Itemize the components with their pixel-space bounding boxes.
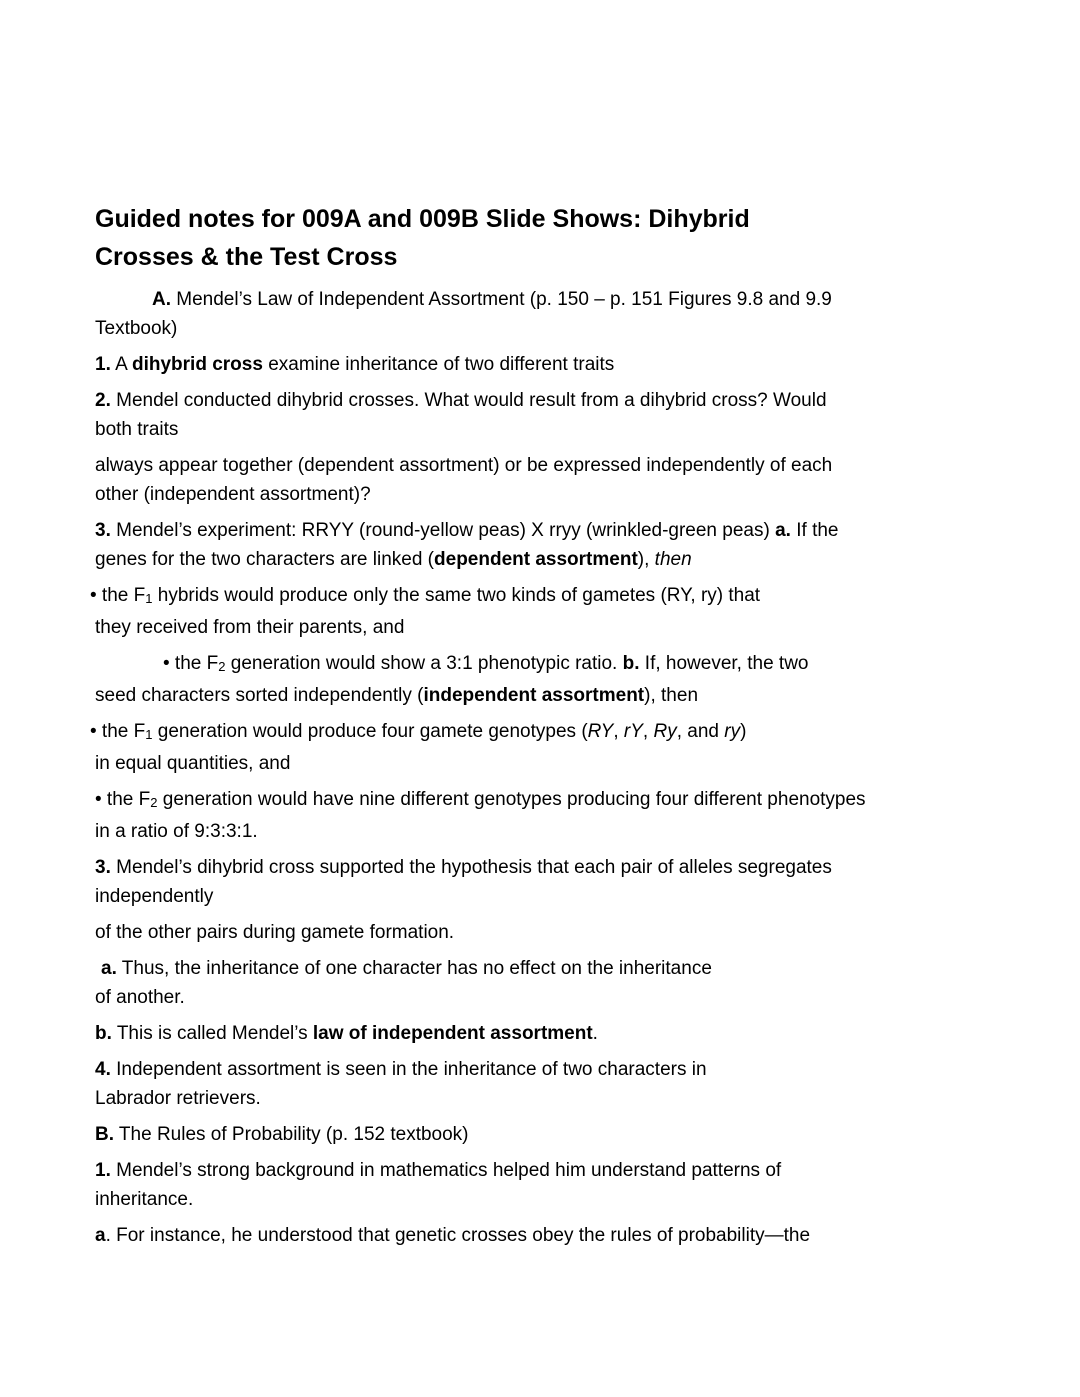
text-run: independently — [95, 886, 214, 907]
text-run: ) — [740, 721, 747, 742]
text-run: b. — [622, 653, 640, 674]
text-run: 3. — [95, 857, 111, 878]
text-run: in equal quantities, and — [95, 753, 291, 774]
subscript-text: 2 — [150, 795, 158, 810]
bullet-f1-genotypes — [90, 717, 1040, 778]
item-a2-continued — [95, 451, 1040, 509]
text-run: hybrids would produce only the same two kinds of gametes (RY, ry) that — [152, 585, 761, 606]
text-run: ry — [724, 721, 741, 742]
text-run: a. — [775, 520, 791, 541]
text-run: 2. — [95, 390, 111, 411]
text-run: dependent assortment — [434, 549, 638, 570]
item-a3b-b — [95, 1019, 1040, 1048]
text-run: examine inheritance of two different traits — [262, 354, 615, 375]
text-run: RY — [587, 721, 614, 742]
text-run: ), then — [644, 685, 699, 706]
text-run: 1. — [95, 354, 111, 375]
text-run: Mendel’s strong background in mathematics helped him understand patterns of — [110, 1160, 782, 1181]
text-run: both traits — [95, 419, 179, 440]
text-run: generation would produce four gamete genotypes ( — [152, 721, 588, 742]
text-run: seed characters sorted independently ( — [95, 685, 424, 706]
item-b1 — [95, 1156, 1040, 1214]
text-run: This is called Mendel’s — [111, 1023, 313, 1044]
text-run: generation would have nine different genotypes producing four different phenotypes — [157, 789, 866, 810]
text-run: Labrador retrievers. — [95, 1088, 261, 1109]
text-run: A — [110, 354, 132, 375]
text-run: generation would show a 3:1 phenotypic ratio. — [225, 653, 623, 674]
item-a2 — [95, 386, 1040, 444]
text-run: Crosses & the Test Cross — [95, 243, 398, 271]
subscript-text: 1 — [145, 727, 153, 742]
text-run: Thus, the inheritance of one character has no effect on the inheritance — [116, 958, 712, 979]
text-run: • the F — [163, 653, 219, 674]
text-run: a — [95, 1225, 106, 1246]
text-run: , — [613, 721, 624, 742]
item-a3b — [95, 853, 1040, 911]
text-run: in a ratio of 9:3:3:1. — [95, 821, 258, 842]
text-run: genes for the two characters are linked ( — [95, 549, 435, 570]
subscript-text: 1 — [145, 591, 153, 606]
item-a3b-a — [95, 954, 1040, 1012]
text-run: , — [642, 721, 654, 742]
subscript-text: 2 — [218, 659, 226, 674]
text-run: of another. — [95, 987, 185, 1008]
text-run: of the other pairs during gamete formation. — [95, 922, 455, 943]
text-run: Mendel’s dihybrid cross supported the hypothesis that each pair of alleles segregates — [110, 857, 832, 878]
text-run: Mendel conducted dihybrid crosses. What would result from a dihybrid cross? Would — [110, 390, 827, 411]
text-run: Mendel’s Law of Independent Assortment (p. 150 – p. 151 Figures 9.8 and 9.9 — [171, 289, 832, 310]
text-run: Mendel’s experiment: RRYY (round-yellow peas) X rryy (wrinkled-green peas) — [110, 520, 776, 541]
bullet-f1-hybrids — [90, 581, 1040, 642]
bullet-f2-ratio — [95, 649, 1040, 710]
text-run: 4. — [95, 1059, 111, 1080]
doc-title — [95, 200, 1040, 276]
section-b-heading — [95, 1120, 1040, 1149]
text-run: a. — [101, 958, 117, 979]
text-run: they received from their parents, and — [95, 617, 405, 638]
text-run: . — [592, 1023, 598, 1044]
item-a4 — [95, 1055, 1040, 1113]
text-run: Independent assortment is seen in the inheritance of two characters in — [110, 1059, 707, 1080]
text-run: ), — [637, 549, 655, 570]
text-run: inheritance. — [95, 1189, 194, 1210]
text-run: Textbook) — [95, 318, 178, 339]
item-a3 — [95, 516, 1040, 574]
text-run: 1. — [95, 1160, 111, 1181]
text-run: dihybrid cross — [132, 354, 263, 375]
text-run: Ry — [653, 721, 677, 742]
item-a1 — [95, 350, 1040, 379]
text-run: A. — [152, 289, 171, 310]
item-a3b-continued — [95, 918, 1040, 947]
text-run: Guided notes for 009A and 009B Slide Shows: Dihybrid — [95, 205, 750, 233]
text-run: If, however, the two — [639, 653, 809, 674]
text-run: b. — [95, 1023, 112, 1044]
text-run: • the F — [95, 789, 151, 810]
text-run: . For instance, he understood that genetic crosses obey the rules of probability—the — [105, 1225, 811, 1246]
text-run: If the — [790, 520, 839, 541]
document-content — [90, 200, 1040, 1250]
section-a-heading — [95, 285, 1040, 343]
text-run: 3. — [95, 520, 111, 541]
text-run: B. — [95, 1124, 114, 1145]
text-run: , and — [676, 721, 725, 742]
text-run: always appear together (dependent assortment) or be expressed independently of each — [95, 455, 833, 476]
bullet-f2-nine-genotypes — [95, 785, 1040, 846]
text-run: independent assortment — [423, 685, 645, 706]
text-run: • the F — [90, 585, 146, 606]
text-run: then — [654, 549, 692, 570]
text-run: • the F — [90, 721, 146, 742]
text-run: The Rules of Probability (p. 152 textbook) — [114, 1124, 469, 1145]
text-run: law of independent assortment — [312, 1023, 593, 1044]
text-run: other (independent assortment)? — [95, 484, 371, 505]
text-run: rY — [623, 721, 643, 742]
item-b1-a — [95, 1221, 1040, 1250]
